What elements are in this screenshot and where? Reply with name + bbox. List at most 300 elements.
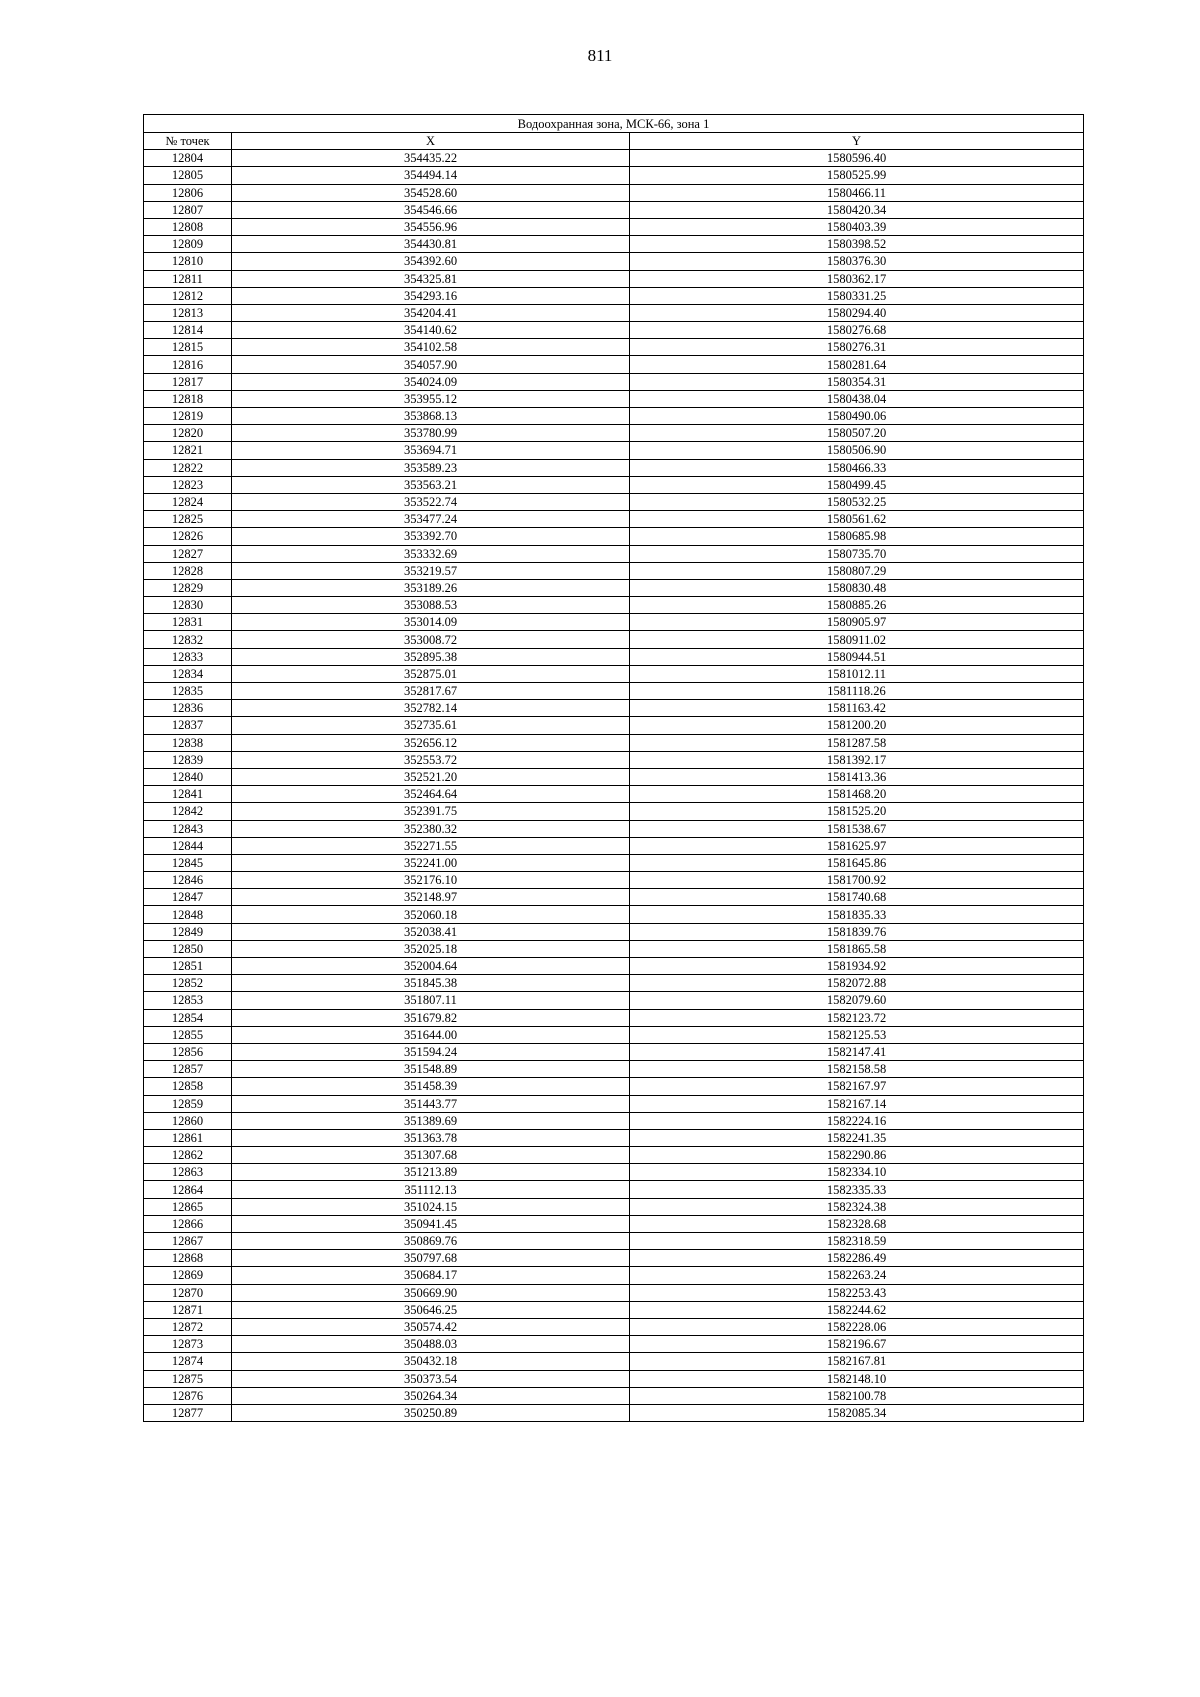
table-row (144, 1129, 1084, 1146)
table-row (144, 1301, 1084, 1318)
table-row (144, 184, 1084, 201)
table-header-row (144, 133, 1084, 150)
x-coordinate-cell: 350432.18 (232, 1353, 630, 1370)
table-row (144, 1336, 1084, 1353)
table-row (144, 717, 1084, 734)
point-number-cell: 12853 (144, 992, 232, 1009)
table-caption: Водоохранная зона, МСК-66, зона 1 (144, 115, 1084, 133)
x-coordinate-cell: 351363.78 (232, 1129, 630, 1146)
point-number-cell: 12857 (144, 1061, 232, 1078)
point-number-cell: 12852 (144, 975, 232, 992)
y-coordinate-cell: 1581118.26 (630, 683, 1084, 700)
point-number-cell: 12867 (144, 1233, 232, 1250)
y-coordinate-cell: 1582123.72 (630, 1009, 1084, 1026)
point-number-cell: 12808 (144, 218, 232, 235)
y-coordinate-cell: 1580354.31 (630, 373, 1084, 390)
point-number-cell: 12847 (144, 889, 232, 906)
y-coordinate-cell: 1580911.02 (630, 631, 1084, 648)
point-number-cell: 12840 (144, 768, 232, 785)
point-number-cell: 12871 (144, 1301, 232, 1318)
point-number-cell: 12868 (144, 1250, 232, 1267)
point-number-cell: 12834 (144, 665, 232, 682)
table-row (144, 1147, 1084, 1164)
x-coordinate-cell: 352735.61 (232, 717, 630, 734)
y-coordinate-cell: 1581700.92 (630, 872, 1084, 889)
point-number-cell: 12815 (144, 339, 232, 356)
y-coordinate-cell: 1580466.33 (630, 459, 1084, 476)
y-coordinate-cell: 1582125.53 (630, 1026, 1084, 1043)
x-coordinate-cell: 352782.14 (232, 700, 630, 717)
table-row (144, 683, 1084, 700)
point-number-cell: 12837 (144, 717, 232, 734)
table-row (144, 803, 1084, 820)
point-number-cell: 12812 (144, 287, 232, 304)
point-number-cell: 12843 (144, 820, 232, 837)
x-coordinate-cell: 354140.62 (232, 322, 630, 339)
point-number-cell: 12824 (144, 493, 232, 510)
y-coordinate-cell: 1580438.04 (630, 390, 1084, 407)
point-number-cell: 12856 (144, 1043, 232, 1060)
point-number-cell: 12873 (144, 1336, 232, 1353)
table-row (144, 545, 1084, 562)
table-row (144, 820, 1084, 837)
x-coordinate-cell: 351112.13 (232, 1181, 630, 1198)
x-coordinate-cell: 354325.81 (232, 270, 630, 287)
point-number-cell: 12822 (144, 459, 232, 476)
table-row (144, 992, 1084, 1009)
y-coordinate-cell: 1582072.88 (630, 975, 1084, 992)
table-row (144, 1181, 1084, 1198)
y-coordinate-cell: 1582228.06 (630, 1318, 1084, 1335)
point-number-cell: 12865 (144, 1198, 232, 1215)
point-number-cell: 12823 (144, 476, 232, 493)
point-number-cell: 12863 (144, 1164, 232, 1181)
x-coordinate-cell: 354494.14 (232, 167, 630, 184)
y-coordinate-cell: 1581012.11 (630, 665, 1084, 682)
point-number-cell: 12807 (144, 201, 232, 218)
y-coordinate-cell: 1580362.17 (630, 270, 1084, 287)
y-coordinate-cell: 1580276.68 (630, 322, 1084, 339)
x-coordinate-cell: 352271.55 (232, 837, 630, 854)
y-coordinate-cell: 1580830.48 (630, 579, 1084, 596)
x-coordinate-cell: 353563.21 (232, 476, 630, 493)
table-row (144, 1043, 1084, 1060)
point-number-cell: 12866 (144, 1215, 232, 1232)
table-row (144, 1026, 1084, 1043)
point-number-cell: 12870 (144, 1284, 232, 1301)
table-row (144, 1215, 1084, 1232)
point-number-cell: 12814 (144, 322, 232, 339)
y-coordinate-cell: 1581287.58 (630, 734, 1084, 751)
x-coordinate-cell: 353780.99 (232, 425, 630, 442)
table-row (144, 734, 1084, 751)
y-coordinate-cell: 1581163.42 (630, 700, 1084, 717)
y-coordinate-cell: 1580532.25 (630, 493, 1084, 510)
table-row (144, 167, 1084, 184)
table-row (144, 958, 1084, 975)
table-row (144, 1267, 1084, 1284)
x-coordinate-cell: 354430.81 (232, 236, 630, 253)
table-row (144, 1233, 1084, 1250)
table-row (144, 923, 1084, 940)
x-coordinate-cell: 351024.15 (232, 1198, 630, 1215)
point-number-cell: 12833 (144, 648, 232, 665)
y-coordinate-cell: 1582335.33 (630, 1181, 1084, 1198)
point-number-cell: 12874 (144, 1353, 232, 1370)
x-coordinate-cell: 351548.89 (232, 1061, 630, 1078)
point-number-cell: 12845 (144, 854, 232, 871)
table-row (144, 150, 1084, 167)
point-number-cell: 12848 (144, 906, 232, 923)
x-coordinate-cell: 353332.69 (232, 545, 630, 562)
y-coordinate-cell: 1580398.52 (630, 236, 1084, 253)
point-number-cell: 12846 (144, 872, 232, 889)
table-row (144, 1284, 1084, 1301)
x-coordinate-cell: 354556.96 (232, 218, 630, 235)
table-row (144, 1061, 1084, 1078)
point-number-cell: 12842 (144, 803, 232, 820)
x-coordinate-cell: 352025.18 (232, 940, 630, 957)
table-row (144, 356, 1084, 373)
table-row (144, 597, 1084, 614)
point-number-cell: 12872 (144, 1318, 232, 1335)
point-number-cell: 12821 (144, 442, 232, 459)
y-coordinate-cell: 1580403.39 (630, 218, 1084, 235)
x-coordinate-cell: 354392.60 (232, 253, 630, 270)
table-row (144, 528, 1084, 545)
table-caption-row (144, 115, 1084, 133)
y-coordinate-cell: 1581740.68 (630, 889, 1084, 906)
y-coordinate-cell: 1580944.51 (630, 648, 1084, 665)
y-coordinate-cell: 1580294.40 (630, 304, 1084, 321)
table-row (144, 579, 1084, 596)
table-row (144, 476, 1084, 493)
column-header-x: X (232, 133, 630, 150)
x-coordinate-cell: 351307.68 (232, 1147, 630, 1164)
x-coordinate-cell: 353477.24 (232, 511, 630, 528)
x-coordinate-cell: 351845.38 (232, 975, 630, 992)
x-coordinate-cell: 352060.18 (232, 906, 630, 923)
x-coordinate-cell: 352038.41 (232, 923, 630, 940)
table-row (144, 373, 1084, 390)
point-number-cell: 12827 (144, 545, 232, 562)
x-coordinate-cell: 352004.64 (232, 958, 630, 975)
x-coordinate-cell: 354057.90 (232, 356, 630, 373)
point-number-cell: 12864 (144, 1181, 232, 1198)
x-coordinate-cell: 350264.34 (232, 1387, 630, 1404)
y-coordinate-cell: 1582148.10 (630, 1370, 1084, 1387)
point-number-cell: 12832 (144, 631, 232, 648)
point-number-cell: 12820 (144, 425, 232, 442)
page-number: 811 (587, 46, 613, 65)
x-coordinate-cell: 352148.97 (232, 889, 630, 906)
coordinates-table (143, 114, 1084, 1422)
point-number-cell: 12806 (144, 184, 232, 201)
table-row (144, 854, 1084, 871)
y-coordinate-cell: 1582318.59 (630, 1233, 1084, 1250)
table-row (144, 1318, 1084, 1335)
table-row (144, 201, 1084, 218)
point-number-cell: 12850 (144, 940, 232, 957)
y-coordinate-cell: 1580507.20 (630, 425, 1084, 442)
y-coordinate-cell: 1580807.29 (630, 562, 1084, 579)
x-coordinate-cell: 350797.68 (232, 1250, 630, 1267)
y-coordinate-cell: 1580561.62 (630, 511, 1084, 528)
y-coordinate-cell: 1581835.33 (630, 906, 1084, 923)
table-row (144, 408, 1084, 425)
y-coordinate-cell: 1581645.86 (630, 854, 1084, 871)
y-coordinate-cell: 1582085.34 (630, 1404, 1084, 1421)
table-body (144, 150, 1084, 1422)
table-row (144, 700, 1084, 717)
table-row (144, 768, 1084, 785)
y-coordinate-cell: 1582158.58 (630, 1061, 1084, 1078)
y-coordinate-cell: 1582196.67 (630, 1336, 1084, 1353)
x-coordinate-cell: 352391.75 (232, 803, 630, 820)
column-header-y: Y (630, 133, 1084, 150)
x-coordinate-cell: 350574.42 (232, 1318, 630, 1335)
x-coordinate-cell: 351389.69 (232, 1112, 630, 1129)
table-row (144, 1250, 1084, 1267)
x-coordinate-cell: 351213.89 (232, 1164, 630, 1181)
y-coordinate-cell: 1582263.24 (630, 1267, 1084, 1284)
y-coordinate-cell: 1580525.99 (630, 167, 1084, 184)
point-number-cell: 12844 (144, 837, 232, 854)
x-coordinate-cell: 350941.45 (232, 1215, 630, 1232)
table-row (144, 1387, 1084, 1404)
x-coordinate-cell: 353868.13 (232, 408, 630, 425)
point-number-cell: 12804 (144, 150, 232, 167)
table-row (144, 1009, 1084, 1026)
point-number-cell: 12825 (144, 511, 232, 528)
x-coordinate-cell: 353522.74 (232, 493, 630, 510)
point-number-cell: 12839 (144, 751, 232, 768)
x-coordinate-cell: 352176.10 (232, 872, 630, 889)
point-number-cell: 12875 (144, 1370, 232, 1387)
table-row (144, 339, 1084, 356)
y-coordinate-cell: 1581625.97 (630, 837, 1084, 854)
y-coordinate-cell: 1580281.64 (630, 356, 1084, 373)
point-number-cell: 12817 (144, 373, 232, 390)
table-row (144, 390, 1084, 407)
y-coordinate-cell: 1582224.16 (630, 1112, 1084, 1129)
y-coordinate-cell: 1582324.38 (630, 1198, 1084, 1215)
point-number-cell: 12838 (144, 734, 232, 751)
table-row (144, 906, 1084, 923)
x-coordinate-cell: 354546.66 (232, 201, 630, 218)
x-coordinate-cell: 352521.20 (232, 768, 630, 785)
x-coordinate-cell: 351594.24 (232, 1043, 630, 1060)
point-number-cell: 12876 (144, 1387, 232, 1404)
y-coordinate-cell: 1581413.36 (630, 768, 1084, 785)
table-row (144, 786, 1084, 803)
y-coordinate-cell: 1582244.62 (630, 1301, 1084, 1318)
x-coordinate-cell: 353014.09 (232, 614, 630, 631)
point-number-cell: 12818 (144, 390, 232, 407)
x-coordinate-cell: 353088.53 (232, 597, 630, 614)
y-coordinate-cell: 1582167.97 (630, 1078, 1084, 1095)
x-coordinate-cell: 353955.12 (232, 390, 630, 407)
table-row (144, 493, 1084, 510)
table-row (144, 1370, 1084, 1387)
x-coordinate-cell: 353392.70 (232, 528, 630, 545)
column-header-point-number: № точек (144, 133, 232, 150)
point-number-cell: 12816 (144, 356, 232, 373)
point-number-cell: 12869 (144, 1267, 232, 1284)
point-number-cell: 12810 (144, 253, 232, 270)
x-coordinate-cell: 352553.72 (232, 751, 630, 768)
y-coordinate-cell: 1582290.86 (630, 1147, 1084, 1164)
y-coordinate-cell: 1581839.76 (630, 923, 1084, 940)
x-coordinate-cell: 351458.39 (232, 1078, 630, 1095)
y-coordinate-cell: 1582286.49 (630, 1250, 1084, 1267)
x-coordinate-cell: 351679.82 (232, 1009, 630, 1026)
y-coordinate-cell: 1581934.92 (630, 958, 1084, 975)
y-coordinate-cell: 1580466.11 (630, 184, 1084, 201)
table-row (144, 322, 1084, 339)
y-coordinate-cell: 1582079.60 (630, 992, 1084, 1009)
point-number-cell: 12841 (144, 786, 232, 803)
y-coordinate-cell: 1582328.68 (630, 1215, 1084, 1232)
table-row (144, 1353, 1084, 1370)
point-number-cell: 12831 (144, 614, 232, 631)
table-row (144, 1404, 1084, 1421)
x-coordinate-cell: 354024.09 (232, 373, 630, 390)
x-coordinate-cell: 351644.00 (232, 1026, 630, 1043)
y-coordinate-cell: 1580905.97 (630, 614, 1084, 631)
table-row (144, 648, 1084, 665)
y-coordinate-cell: 1581865.58 (630, 940, 1084, 957)
x-coordinate-cell: 352241.00 (232, 854, 630, 871)
y-coordinate-cell: 1582241.35 (630, 1129, 1084, 1146)
table-row (144, 665, 1084, 682)
table-row (144, 236, 1084, 253)
table-row (144, 511, 1084, 528)
x-coordinate-cell: 350373.54 (232, 1370, 630, 1387)
y-coordinate-cell: 1581525.20 (630, 803, 1084, 820)
y-coordinate-cell: 1582147.41 (630, 1043, 1084, 1060)
x-coordinate-cell: 352895.38 (232, 648, 630, 665)
x-coordinate-cell: 354293.16 (232, 287, 630, 304)
point-number-cell: 12809 (144, 236, 232, 253)
table-row (144, 1164, 1084, 1181)
table-row (144, 1078, 1084, 1095)
table-row (144, 442, 1084, 459)
point-number-cell: 12828 (144, 562, 232, 579)
y-coordinate-cell: 1582167.81 (630, 1353, 1084, 1370)
point-number-cell: 12836 (144, 700, 232, 717)
point-number-cell: 12835 (144, 683, 232, 700)
y-coordinate-cell: 1580506.90 (630, 442, 1084, 459)
x-coordinate-cell: 353219.57 (232, 562, 630, 579)
y-coordinate-cell: 1582253.43 (630, 1284, 1084, 1301)
table-row (144, 1198, 1084, 1215)
x-coordinate-cell: 350646.25 (232, 1301, 630, 1318)
x-coordinate-cell: 353008.72 (232, 631, 630, 648)
point-number-cell: 12858 (144, 1078, 232, 1095)
point-number-cell: 12855 (144, 1026, 232, 1043)
x-coordinate-cell: 350669.90 (232, 1284, 630, 1301)
x-coordinate-cell: 352817.67 (232, 683, 630, 700)
x-coordinate-cell: 350684.17 (232, 1267, 630, 1284)
y-coordinate-cell: 1580735.70 (630, 545, 1084, 562)
y-coordinate-cell: 1580331.25 (630, 287, 1084, 304)
x-coordinate-cell: 354528.60 (232, 184, 630, 201)
table-row (144, 751, 1084, 768)
y-coordinate-cell: 1580596.40 (630, 150, 1084, 167)
table-row (144, 459, 1084, 476)
y-coordinate-cell: 1581538.67 (630, 820, 1084, 837)
x-coordinate-cell: 350869.76 (232, 1233, 630, 1250)
point-number-cell: 12805 (144, 167, 232, 184)
x-coordinate-cell: 354204.41 (232, 304, 630, 321)
y-coordinate-cell: 1582167.14 (630, 1095, 1084, 1112)
x-coordinate-cell: 353589.23 (232, 459, 630, 476)
point-number-cell: 12877 (144, 1404, 232, 1421)
table-row (144, 425, 1084, 442)
table-row (144, 872, 1084, 889)
table-row (144, 304, 1084, 321)
y-coordinate-cell: 1581468.20 (630, 786, 1084, 803)
table-row (144, 1095, 1084, 1112)
x-coordinate-cell: 351443.77 (232, 1095, 630, 1112)
x-coordinate-cell: 353189.26 (232, 579, 630, 596)
y-coordinate-cell: 1580276.31 (630, 339, 1084, 356)
y-coordinate-cell: 1581200.20 (630, 717, 1084, 734)
table-row (144, 889, 1084, 906)
table-row (144, 562, 1084, 579)
x-coordinate-cell: 350488.03 (232, 1336, 630, 1353)
point-number-cell: 12819 (144, 408, 232, 425)
y-coordinate-cell: 1580499.45 (630, 476, 1084, 493)
point-number-cell: 12849 (144, 923, 232, 940)
point-number-cell: 12813 (144, 304, 232, 321)
x-coordinate-cell: 352380.32 (232, 820, 630, 837)
table-row (144, 837, 1084, 854)
table-row (144, 270, 1084, 287)
point-number-cell: 12860 (144, 1112, 232, 1129)
point-number-cell: 12854 (144, 1009, 232, 1026)
x-coordinate-cell: 352656.12 (232, 734, 630, 751)
table-row (144, 218, 1084, 235)
x-coordinate-cell: 354435.22 (232, 150, 630, 167)
point-number-cell: 12859 (144, 1095, 232, 1112)
point-number-cell: 12862 (144, 1147, 232, 1164)
table-row (144, 631, 1084, 648)
y-coordinate-cell: 1582334.10 (630, 1164, 1084, 1181)
x-coordinate-cell: 350250.89 (232, 1404, 630, 1421)
table-row (144, 1112, 1084, 1129)
x-coordinate-cell: 354102.58 (232, 339, 630, 356)
y-coordinate-cell: 1580420.34 (630, 201, 1084, 218)
table-row (144, 253, 1084, 270)
y-coordinate-cell: 1580376.30 (630, 253, 1084, 270)
y-coordinate-cell: 1582100.78 (630, 1387, 1084, 1404)
point-number-cell: 12811 (144, 270, 232, 287)
x-coordinate-cell: 353694.71 (232, 442, 630, 459)
x-coordinate-cell: 352464.64 (232, 786, 630, 803)
table-row (144, 940, 1084, 957)
point-number-cell: 12829 (144, 579, 232, 596)
y-coordinate-cell: 1580885.26 (630, 597, 1084, 614)
table-row (144, 975, 1084, 992)
table-row (144, 287, 1084, 304)
point-number-cell: 12826 (144, 528, 232, 545)
point-number-cell: 12851 (144, 958, 232, 975)
y-coordinate-cell: 1580490.06 (630, 408, 1084, 425)
x-coordinate-cell: 351807.11 (232, 992, 630, 1009)
y-coordinate-cell: 1581392.17 (630, 751, 1084, 768)
